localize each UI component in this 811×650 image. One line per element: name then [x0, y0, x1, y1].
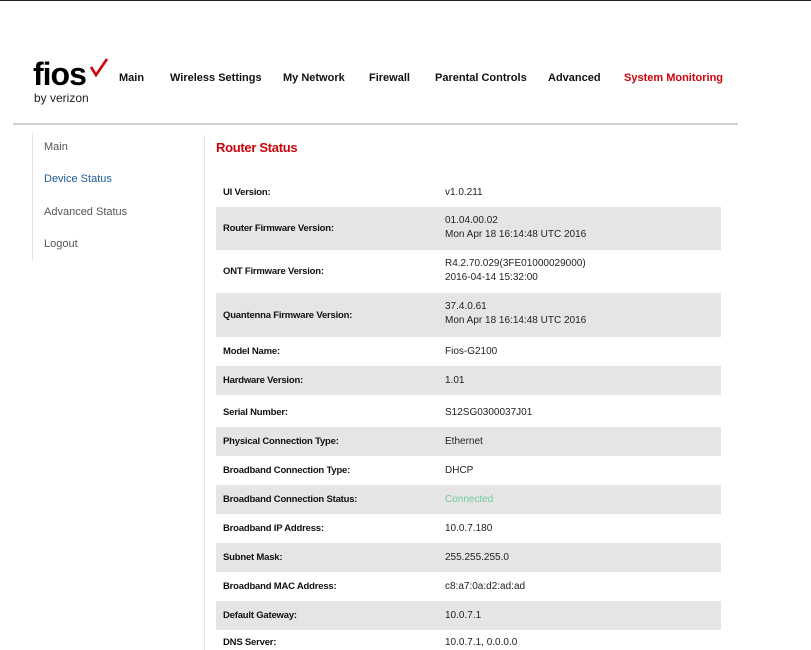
row-label: ONT Firmware Version: — [223, 266, 324, 277]
sidebar-item-device-status[interactable]: Device Status — [44, 173, 112, 185]
row-value: DHCP — [445, 465, 474, 476]
row-value-secondary: Mon Apr 18 16:14:48 UTC 2016 — [445, 315, 587, 326]
row-value: 10.0.7.180 — [445, 523, 493, 534]
row-value-secondary: 2016-04-14 15:32:00 — [445, 272, 538, 283]
row-value: v1.0.211 — [445, 187, 483, 198]
row-value: S12SG0300037J01 — [445, 407, 533, 418]
fios-logo[interactable] — [33, 58, 113, 106]
row-physical-connection-type — [216, 427, 721, 456]
row-serial-number — [216, 395, 721, 427]
check-mark-icon — [88, 58, 110, 80]
row-broadband-connection-type — [216, 456, 721, 485]
row-value: c8:a7:0a:d2:ad:ad — [445, 581, 526, 592]
row-label: Default Gateway: — [223, 610, 297, 621]
row-label: Broadband Connection Status: — [223, 494, 358, 505]
row-label: Broadband MAC Address: — [223, 581, 337, 592]
row-label: Broadband Connection Type: — [223, 465, 351, 476]
row-broadband-connection-status — [216, 485, 721, 514]
row-hardware-version — [216, 366, 721, 395]
row-label: Quantenna Firmware Version: — [223, 310, 353, 321]
sidebar-item-logout[interactable]: Logout — [44, 238, 78, 250]
nav-advanced[interactable]: Advanced — [548, 72, 601, 84]
nav-system-monitoring[interactable]: System Monitoring — [624, 72, 724, 84]
row-label: Hardware Version: — [223, 375, 304, 386]
row-label: Broadband IP Address: — [223, 523, 324, 534]
row-router-firmware — [216, 207, 721, 250]
row-value: 01.04.00.02 — [445, 215, 498, 226]
sidebar-item-main[interactable]: Main — [44, 141, 68, 153]
nav-my-network[interactable]: My Network — [283, 72, 345, 84]
logo-subtitle: by verizon — [34, 91, 89, 105]
row-label: Subnet Mask: — [223, 552, 283, 563]
connection-status-value: Connected — [445, 494, 494, 505]
row-quantenna-firmware — [216, 293, 721, 337]
row-value: 1.01 — [445, 375, 465, 386]
content-divider — [204, 135, 205, 650]
header-divider — [13, 123, 738, 125]
nav-wireless-settings[interactable]: Wireless Settings — [170, 72, 262, 84]
logo-wordmark: fios — [33, 56, 86, 92]
row-value: Fios-G2100 — [445, 346, 498, 357]
row-value: R4.2.70.029(3FE01000029000) — [445, 258, 586, 269]
row-label: UI Version: — [223, 187, 271, 198]
row-value-secondary: Mon Apr 18 16:14:48 UTC 2016 — [445, 229, 587, 240]
row-label: Model Name: — [223, 346, 280, 357]
top-border — [0, 0, 811, 1]
nav-main[interactable]: Main — [119, 72, 145, 84]
sidebar-item-advanced-status[interactable]: Advanced Status — [44, 206, 128, 218]
row-broadband-mac-address — [216, 572, 721, 601]
row-value: 37.4.0.61 — [445, 301, 487, 312]
row-subnet-mask — [216, 543, 721, 572]
sidebar — [32, 133, 173, 261]
row-ont-firmware — [216, 250, 721, 293]
row-label: Serial Number: — [223, 407, 288, 418]
row-model-name — [216, 337, 721, 366]
nav-parental-controls[interactable]: Parental Controls — [435, 72, 527, 84]
nav-firewall[interactable]: Firewall — [369, 72, 410, 84]
row-label: DNS Server: — [223, 637, 277, 648]
row-ui-version — [216, 178, 721, 207]
page-title: Router Status — [216, 140, 298, 155]
row-dns-server — [216, 630, 721, 650]
row-label: Physical Connection Type: — [223, 436, 339, 447]
row-label: Router Firmware Version: — [223, 223, 334, 234]
row-broadband-ip-address — [216, 514, 721, 543]
row-value: 10.0.7.1 — [445, 610, 482, 621]
row-value: 255.255.255.0 — [445, 552, 509, 563]
row-default-gateway — [216, 601, 721, 630]
row-value: Ethernet — [445, 436, 483, 447]
row-value: 10.0.7.1, 0.0.0.0 — [445, 637, 518, 648]
